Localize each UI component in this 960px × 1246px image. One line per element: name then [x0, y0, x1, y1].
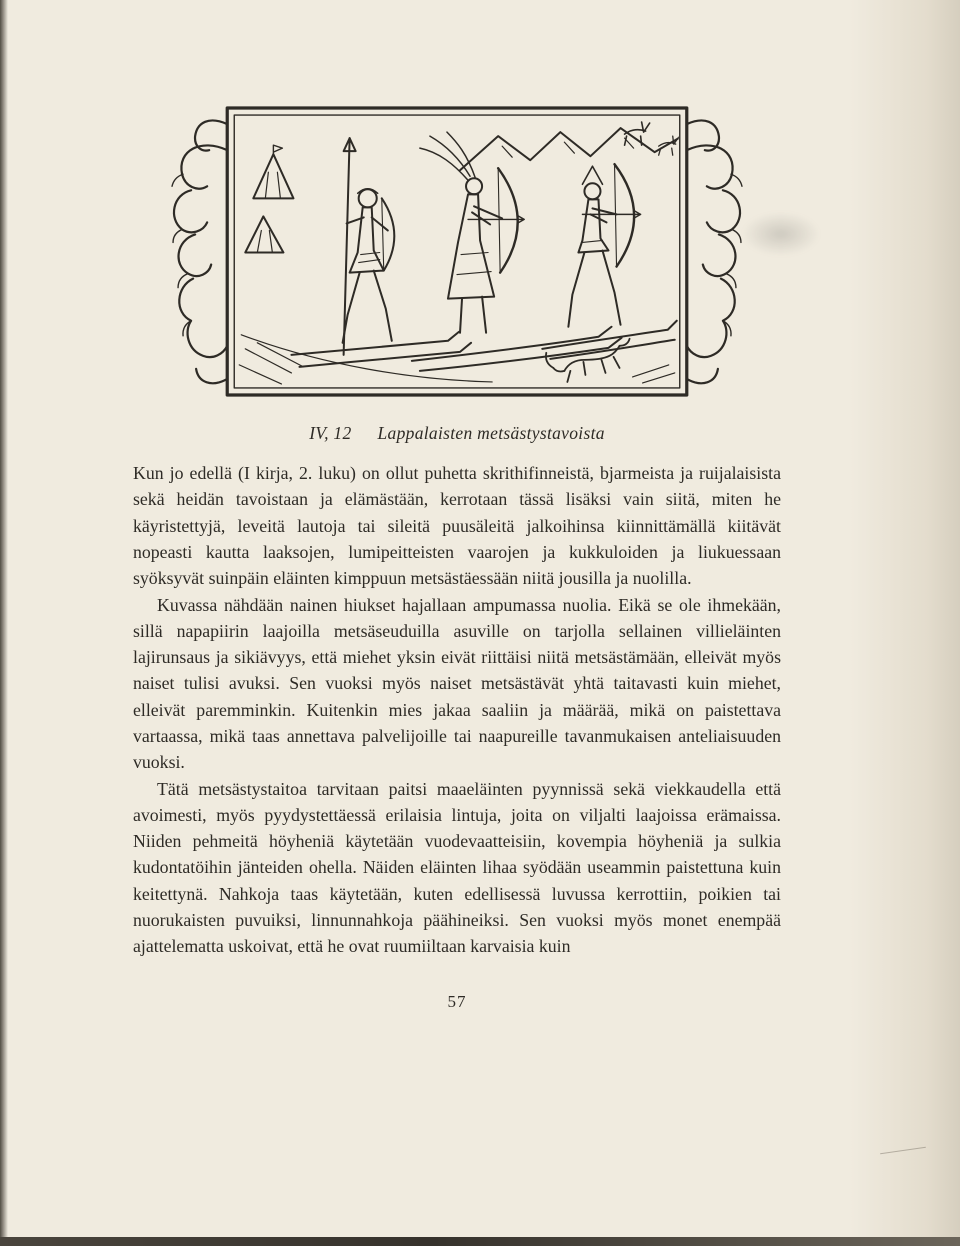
page-edge-right	[850, 0, 960, 1246]
body-paragraph: Kun jo edellä (I kirja, 2. luku) on ollut puhetta skrithifinneistä, bjarmeista ja ruijalaisista sekä heidän tavoistaan ja elämästään, kerrotaan tässä lisäksi vain siitä, miten he käyristettyjä, leveitä lautoja tai sileitä puusäleitä jalkoihinsa kiinnittämällä kiitävät nopeasti kautta laaksojen, lumipeitteisten vaarojen ja kukkuloiden ja liukuessaan syöksyvät suinpäin eläinten kimppuun metsästäessään niitä jousilla ja nuolilla.	[133, 463, 781, 589]
paper-smudge	[742, 212, 820, 256]
woodcut-hunting-scene-icon	[161, 102, 753, 403]
woman-archer	[420, 132, 524, 333]
illustration-caption	[133, 423, 781, 444]
body-text	[133, 460, 781, 960]
page-edge-left	[0, 0, 8, 1246]
caption-title: Lappalaisten metsästystavoista	[377, 423, 605, 444]
book-page	[133, 102, 781, 1012]
ground-hatching	[239, 335, 674, 384]
left-scroll-ornament-icon	[172, 120, 227, 383]
mountains	[460, 128, 679, 170]
hunter-with-spear	[343, 138, 395, 355]
man-archer	[568, 164, 640, 327]
tents	[245, 145, 293, 252]
body-paragraph: Tätä metsästystaitoa tarvitaan paitsi maaeläinten pyynnissä sekä viekkaudella että avoimesti, myös pyydystettäessä erilaisia lintuja, joita on viljalti laajoissa erämaissa. Niiden pehmeitä höyheniä käytetään vuodevaatteisiin, kovempia höyheniä ja sulkia kudontatöihin jänteiden ohella. Näiden eläinten lihaa syödään useammin paistettuna kuin keitettynä. Nahkoja taas käytetään, kuten edellisessä luvussa kerrottiin, poikien tai nuorukaisten puvuiksi, linnunnahkoja päähineiksi. Sen vuoksi myös monet enempää ajattelematta uskoivat, että he ovat ruumiiltaan karvaisia kuin	[133, 778, 781, 957]
body-paragraph: Kuvassa nähdään nainen hiukset hajallaan ampumassa nuolia. Eikä se ole ihmekään, sillä napapiirin laajoilla metsäseuduilla asuville on tarjolla sellainen villieläinten lajirunsaus ja sikiävyys, että miehet yksin eivät riittäisi niitä metsästämään, elleivät myös naiset tulisi avuksi. Sen vuoksi myös naiset metsästävät yhtä taitavasti kuin miehet, elleivät paremminkin. Kuitenkin mies jakaa saaliin ja määrää, mikä on paistettava vartaassa, mikä taas annettava palvelijoille tai naapureille tavanmukaisen anteliaisuuden vuoksi.	[133, 594, 781, 773]
caption-number: IV, 12	[309, 423, 352, 444]
woodcut-illustration	[161, 102, 753, 403]
page-number: 57	[447, 991, 467, 1011]
right-scroll-ornament-icon	[687, 120, 742, 383]
page-edge-bottom	[0, 1237, 960, 1246]
